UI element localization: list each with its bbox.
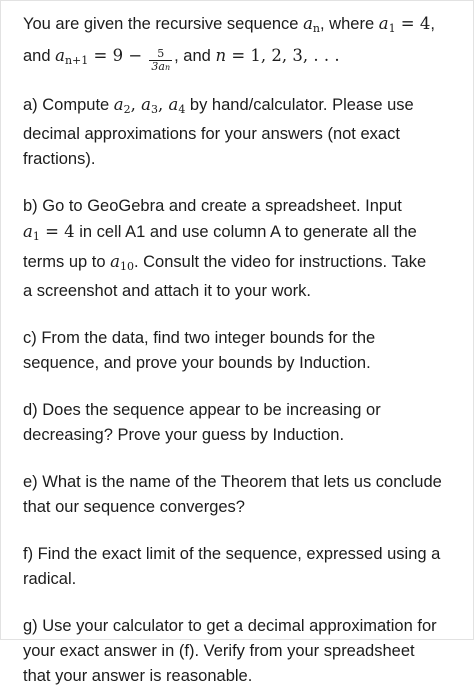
intro-text: , xyxy=(430,15,435,33)
problem-text xyxy=(23,11,463,689)
math-sub: n+1 xyxy=(64,54,89,67)
intro-line-2 xyxy=(23,43,463,74)
part-a-text: decimal approximations for your answers (not exact xyxy=(23,125,400,143)
math-a1-value: = 4 xyxy=(395,14,431,33)
math-sub: 3 xyxy=(150,103,158,116)
part-c-text: c) From the data, find two integer bounds for the xyxy=(23,329,376,347)
intro-text: , and xyxy=(174,47,216,65)
math-a1-value: = 4 xyxy=(39,222,75,241)
part-f-text: f) Find the exact limit of the sequence, expressed using a xyxy=(23,545,441,563)
math-sub: n xyxy=(164,63,171,72)
intro-line-1 xyxy=(23,11,463,41)
intro-text: and xyxy=(23,47,56,65)
part-g-text: that your answer is reasonable. xyxy=(23,667,253,685)
part-b-text: . Consult the video for instructions. Take xyxy=(133,253,427,271)
math-a-n1: a xyxy=(55,46,65,65)
part-d-text: d) Does the sequence appear to be increasing or xyxy=(23,401,381,419)
part-c-text: sequence, and prove your bounds by Induction. xyxy=(23,354,371,372)
math-a-n: a xyxy=(303,14,313,33)
math-sub: 1 xyxy=(388,22,396,35)
fraction-denominator xyxy=(149,61,172,74)
part-g-text: your exact answer in (f). Verify from your spreadsheet xyxy=(23,642,415,660)
math-recurrence: = 9 − xyxy=(88,46,148,65)
fraction-denominator-text: 3a xyxy=(151,60,165,73)
math-a2: a xyxy=(113,95,124,114)
math-sub: 2 xyxy=(123,103,131,116)
part-d xyxy=(23,398,463,448)
math-sub: 10 xyxy=(119,260,134,273)
math-fraction xyxy=(149,48,172,74)
math-n: n xyxy=(215,46,227,65)
math-a1: a xyxy=(378,14,389,33)
part-g-text: g) Use your calculator to get a decimal approximation for xyxy=(23,617,437,635)
part-a: a) Compute $a_2$, $a_3$, $a_4$ by hand/calculator. Please use decimal approximations for your answers (not exact fractions). xyxy=(23,95,414,168)
part-f-text: radical. xyxy=(23,570,77,588)
math-a10: a xyxy=(110,252,120,271)
part-d-text: decreasing? Prove your guess by Induction. xyxy=(23,426,345,444)
part-b-text: terms up to xyxy=(23,253,111,271)
part-a-text: fractions). xyxy=(23,150,96,168)
part-a-prefix: a) Compute xyxy=(23,96,114,114)
part-b-text: a screenshot and attach it to your work. xyxy=(23,282,311,300)
part-c xyxy=(23,326,463,376)
part-b-text: in cell A1 and use column A to generate all the xyxy=(74,223,417,241)
math-sub: 4 xyxy=(178,103,186,116)
intro-text: , where xyxy=(320,15,379,33)
math-a3: a xyxy=(141,95,151,114)
part-e-text: that our sequence converges? xyxy=(23,498,245,516)
math-sub: 1 xyxy=(32,230,40,243)
part-e xyxy=(23,470,463,520)
part-g xyxy=(23,614,463,689)
part-b-text: b) Go to GeoGebra and create a spreadsheet. Input xyxy=(23,197,402,215)
part-a-text: by hand/calculator. Please use xyxy=(185,96,414,114)
part-e-text: e) What is the name of the Theorem that lets us conclude xyxy=(23,473,442,491)
math-n-values: = 1, 2, 3, . . . xyxy=(226,46,340,65)
math-a4: a xyxy=(168,95,179,114)
intro-text: You are given the recursive sequence xyxy=(23,15,304,33)
part-f xyxy=(23,542,463,592)
math-sub: n xyxy=(312,22,321,35)
fraction-numerator: 5 xyxy=(149,48,172,61)
math-a1: a xyxy=(23,222,33,241)
part-b xyxy=(23,194,463,304)
